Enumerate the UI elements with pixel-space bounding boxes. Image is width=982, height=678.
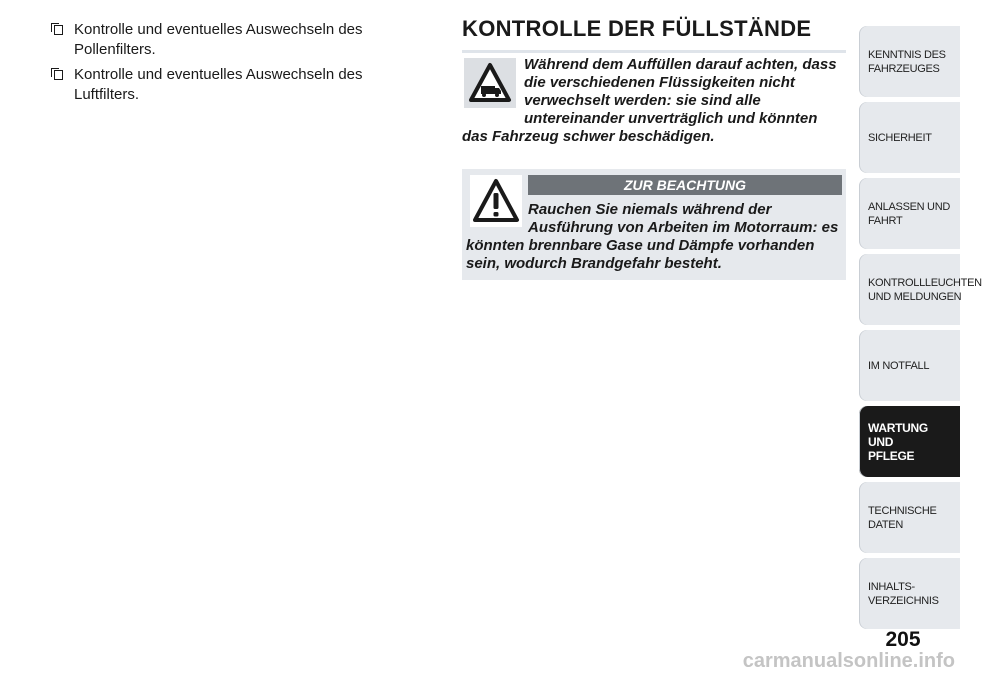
left-bullet-list — [52, 20, 392, 110]
tab-kenntnis-des-fahrzeuges[interactable] — [859, 26, 960, 97]
tab-anlassen-und-fahrt[interactable] — [859, 178, 960, 249]
list-item — [52, 20, 392, 60]
tab-im-notfall[interactable] — [859, 330, 960, 401]
chapter-tabs — [859, 26, 982, 634]
tab-inhaltsverzeichnis[interactable] — [859, 558, 960, 629]
tab-label: IM NOTFALL — [868, 359, 930, 372]
tab-label: ANLASSEN UND — [868, 200, 950, 213]
caution-box — [462, 169, 846, 280]
caution-text: Rauchen Sie niemals während der Ausführung von Arbeiten im Motorraum: es könnten brennbare Gase und Dämpfe vorhanden sein, wodurch Brandgefahr besteht. — [466, 201, 839, 272]
watermark: carmanualsonline.info — [742, 650, 955, 672]
checkbox-bullet-icon — [54, 25, 63, 35]
bullet-text: Kontrolle und eventuelles Auswechseln des Luftfilters. — [74, 66, 363, 103]
warning-text: Während dem Auffüllen darauf achten, dass die verschiedenen Flüssigkeiten nicht verwechselt werden: sie sind alle untereinander unverträglich und könnten das Fahrzeug schwer beschädigen. — [462, 56, 837, 145]
tab-kontrollleuchten[interactable] — [859, 254, 982, 325]
section-title: KONTROLLE DER FÜLLSTÄNDE — [462, 16, 846, 53]
tab-label: TECHNISCHE DATEN — [868, 504, 937, 531]
tab-label: FAHRT — [868, 214, 903, 227]
tab-wartung-und-pflege[interactable] — [859, 406, 960, 477]
tab-label: FAHRZEUGES — [868, 62, 940, 75]
tab-label: WARTUNG UND — [868, 420, 928, 449]
tab-label: PFLEGE — [868, 448, 915, 463]
exclamation-triangle-icon — [470, 175, 522, 227]
tab-label: INHALTS- — [868, 580, 915, 593]
warning-note — [462, 56, 846, 146]
tab-label: VERZEICHNIS — [868, 594, 939, 607]
caution-label: ZUR BEACHTUNG — [528, 175, 842, 195]
tab-label: KONTROLLLEUCHTEN — [868, 276, 982, 289]
checkbox-bullet-icon — [54, 70, 63, 80]
tab-sicherheit[interactable] — [859, 102, 960, 173]
vehicle-warning-icon — [464, 58, 516, 108]
tab-label: KENNTNIS DES — [868, 48, 946, 61]
tab-label: SICHERHEIT — [868, 131, 932, 144]
tab-label: UND MELDUNGEN — [868, 290, 962, 303]
page-number: 205 — [885, 628, 921, 651]
tab-technische-daten[interactable] — [859, 482, 960, 553]
bullet-text: Kontrolle und eventuelles Auswechseln des Pollenfilters. — [74, 21, 363, 58]
list-item — [52, 65, 392, 105]
